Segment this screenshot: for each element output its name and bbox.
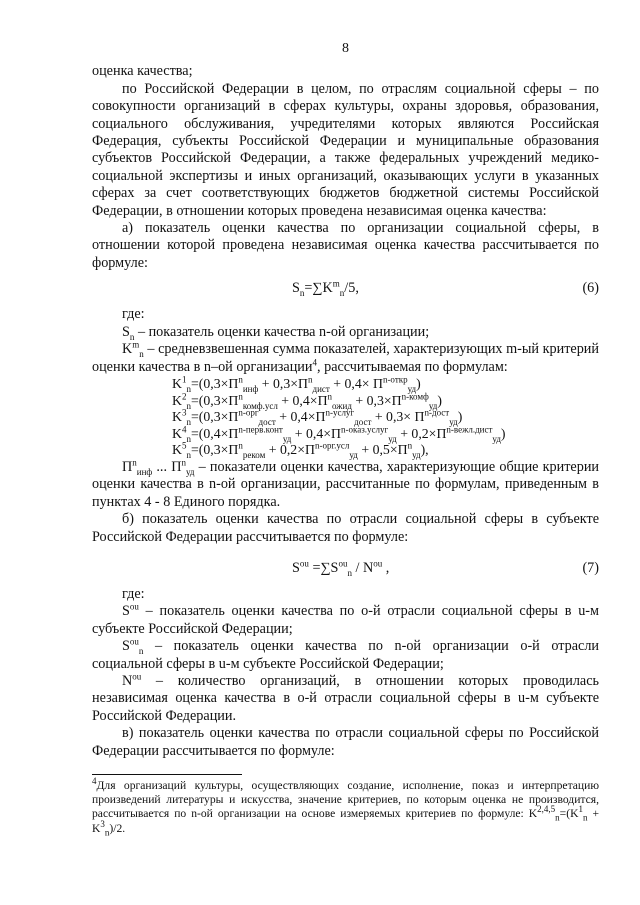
- definition-nou: $N^{ou}$ – количество организаций, в отношении которых проводилась независимая оценка качества в о-й отрасли социальной сферы в u-м субъекте Российской Федерации.: [92, 671, 599, 724]
- definition-sou: $S^{ou}$ – показатель оценки качества по о-й отрасли социальной сферы в u-м субъекте Российской Федерации;: [92, 601, 599, 637]
- formula-6-label: (6): [582, 280, 599, 297]
- where-label-2: где:: [122, 585, 145, 602]
- page-number: 8: [342, 41, 349, 56]
- definition-soun: $S^{ou}_n$ – показатель оценки качества по n-ой организации о-й отрасли социальной сферы в u-м субъекте Российской Федерации;: [92, 636, 599, 672]
- formula-7: [92, 560, 599, 580]
- definition-sn: $S_n$ – показатель оценки качества n-ой организации;: [122, 323, 430, 342]
- definition-indicators: $П^n_{инф}$ ... $П^n_{уд}$ – показатели оценки качества, характеризующие общие критерии оценки качества в n-ой организации, рассчитанные по формулам, приведенным в пунктах 4 - 8 Единого порядка.: [92, 457, 600, 510]
- paragraph-intro-tail: оценка качества;: [92, 63, 193, 80]
- footnote-ref: 4: [312, 356, 317, 367]
- footnote-divider: [92, 774, 242, 775]
- paragraph-russian-federation: по Российской Федерации в целом, по отраслям социальной сферы – по совокупности организаций в сферах культуры, охраны здоровья, образования, социального обслуживания, учредителями которых являются Российская Федерация, субъекты Российской Федерации и муниципальные образования субъектов Российской Федерации, а также федеральных учреждений медико-социальной экспертизы и иных организаций, оказывающих услуги в указанных сферах за счет соответствующих бюджетов бюджетной системы Российской Федерации, в отношении которых проведена независимая оценка качества:: [92, 80, 599, 219]
- footnote: $^4$Для организаций культуры, осуществляющих создание, исполнение, показ и интерпретацию произведений литературы и искусства, значение критериев, по которым оценка не производится, рассчитывается по n-ой организации на основе измеряемых критериев по формуле: $K^{2,4,5}_n=(K^1_n + K^3_n)/2$.: [92, 776, 599, 837]
- formula-k4: $K^4_n=(0,4\times П^{n-перв.конт}_{уд} + 0,4\times П^{n-оказ.услуг}_{уд} + 0,2\times П^{n-вежл.дист}_{уд})$: [172, 424, 506, 444]
- formula-7-label: (7): [582, 559, 599, 576]
- formula-7-expression: $S^{ou} =\sum S^{ou}_n / N^{ou}$ ,: [292, 558, 390, 578]
- formula-6: [92, 280, 599, 300]
- formula-k1: $K^1_n=(0,3\times П^n_{инф} + 0,3\times П^n_{дист} + 0,4\times П^{n-откр}_{уд})$: [172, 374, 421, 394]
- paragraph-item-b: б) показатель оценки качества по отрасли социальной сферы в субъекте Российской Федерации рассчитывается по формуле:: [92, 511, 599, 545]
- formula-k3: $K^3_n=(0,3\times П^{n-орг}_{дост} + 0,4\times П^{n-услуг}_{дост} + 0,3\times П^{n-дост}_{уд})$: [172, 407, 463, 427]
- where-label: где:: [122, 306, 145, 323]
- formula-k5: $K^5_n=(0,3\times П^n_{реком} + 0,2\times П^{n-орг.усл}_{уд} + 0,5\times П^n_{уд})$,: [172, 440, 429, 461]
- paragraph-item-a: а) показатель оценки качества по организации социальной сферы, в отношении которой проведена независимая оценка качества рассчитывается по формуле:: [92, 220, 599, 271]
- formula-6-expression: $S_n=\sum K^m_n/5$,: [292, 278, 359, 299]
- definition-kmn: $K^m_n$ – средневзвешенная сумма показателей, характеризующих m-ый критерий оценки качества в n–ой организации$^4$, рассчитываемая по формулам:: [92, 339, 599, 375]
- footnote-mark: 4: [92, 776, 97, 787]
- formula-k2: $K^2_n=(0,3\times П^n_{комф.усл} + 0,4\times П^n_{ожид} + 0,3\times П^{n-комф}_{уд})$: [172, 390, 442, 411]
- criteria-formulas: [172, 376, 599, 459]
- document-page: [92, 40, 599, 836]
- paragraph-item-v: в) показатель оценки качества по отрасли социальной сферы по Российской Федерации рассчитывается по формуле:: [92, 725, 599, 759]
